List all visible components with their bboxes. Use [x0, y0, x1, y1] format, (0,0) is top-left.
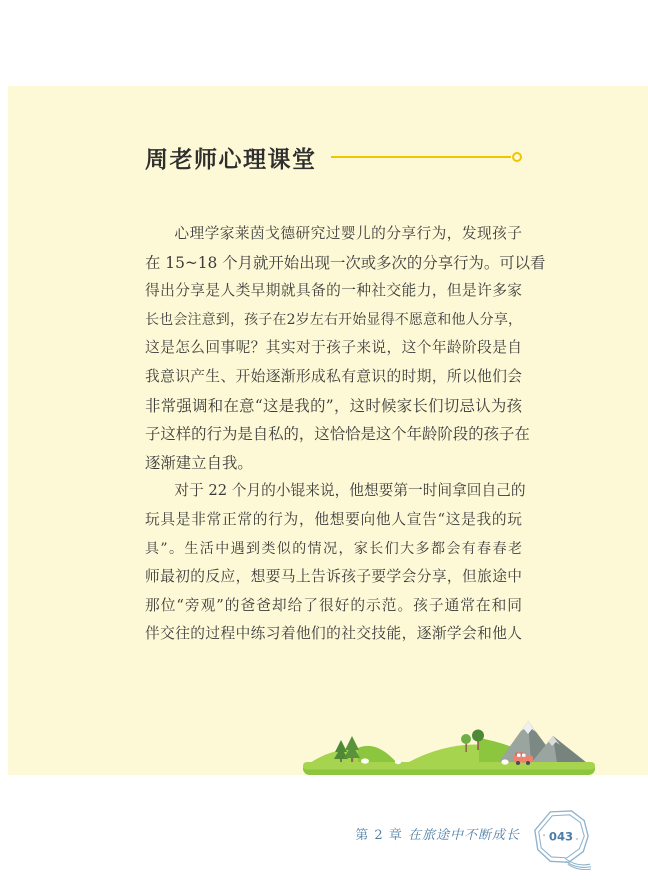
- pine-tree: [334, 740, 348, 762]
- white-bush: [395, 760, 401, 764]
- text-line: 在 15~18 个月就开始出现一次或多次的分享行为。可以看: [145, 253, 546, 272]
- text-line: 心理学家莱茵戈德研究过婴儿的分享行为，发现孩子: [174, 225, 522, 242]
- body-text: [145, 220, 546, 649]
- badge-ribbon-waves: [565, 858, 591, 869]
- text-line: 这是怎么回事呢？其实对于孩子来说，这个年龄阶段是自: [145, 339, 522, 357]
- text-line: 我意识产生、开始逐渐形成私有意识的时期，所以他们会: [145, 367, 522, 385]
- text-line: 师最初的反应，想要马上告诉孩子要学会分享，但旅途中: [145, 568, 522, 586]
- text-line: 得出分享是人类早期就具备的一种社交能力，但是许多家: [145, 282, 522, 300]
- text-line: 具”。生活中遇到类似的情况，家长们大多都会有春春老: [145, 540, 522, 557]
- chapter-label: [355, 824, 520, 843]
- page-number: 043: [548, 829, 574, 844]
- text-line: 玩具是非常正常的行为，他想要向他人宣告“这是我的玩: [145, 510, 522, 528]
- white-bush: [361, 758, 369, 763]
- text-line: 逐渐建立自我。: [145, 453, 253, 472]
- decorative-line: [331, 156, 512, 158]
- chapter-number: 第 2 章: [355, 828, 403, 843]
- page-footer: [0, 808, 648, 872]
- page: [8, 86, 648, 775]
- title-decoration: [331, 152, 523, 162]
- landscape-illustration: [295, 700, 648, 775]
- section-title: 周老师心理课堂: [145, 145, 317, 173]
- text-line: 那位“旁观”的爸爸却给了很好的示范。孩子通常在和同: [145, 596, 522, 614]
- ground-strip: [303, 762, 595, 775]
- white-bush: [501, 759, 508, 764]
- badge-dot: [543, 834, 545, 836]
- text-line: 长也会注意到，孩子在2岁左右开始显得不愿意和他人分享，: [145, 311, 522, 328]
- badge-dot: [576, 838, 578, 840]
- line-end-circle-icon: [512, 152, 522, 162]
- text-line: 对于 22 个月的小锟来说，他想要第一时间拿回自己的: [174, 482, 526, 500]
- chapter-title: 在旅途中不断成长: [407, 828, 520, 843]
- text-line: 伴交往的过程中练习着他们的社交技能，逐渐学会和他人: [145, 625, 522, 643]
- text-line: 非常强调和在意“这是我的”，这时候家长们切忌认为孩: [145, 396, 522, 415]
- page-number-badge: [530, 808, 592, 870]
- text-line: 子这样的行为是自私的，这恰恰是这个年龄阶段的孩子在: [145, 425, 530, 444]
- section-header: [145, 140, 522, 174]
